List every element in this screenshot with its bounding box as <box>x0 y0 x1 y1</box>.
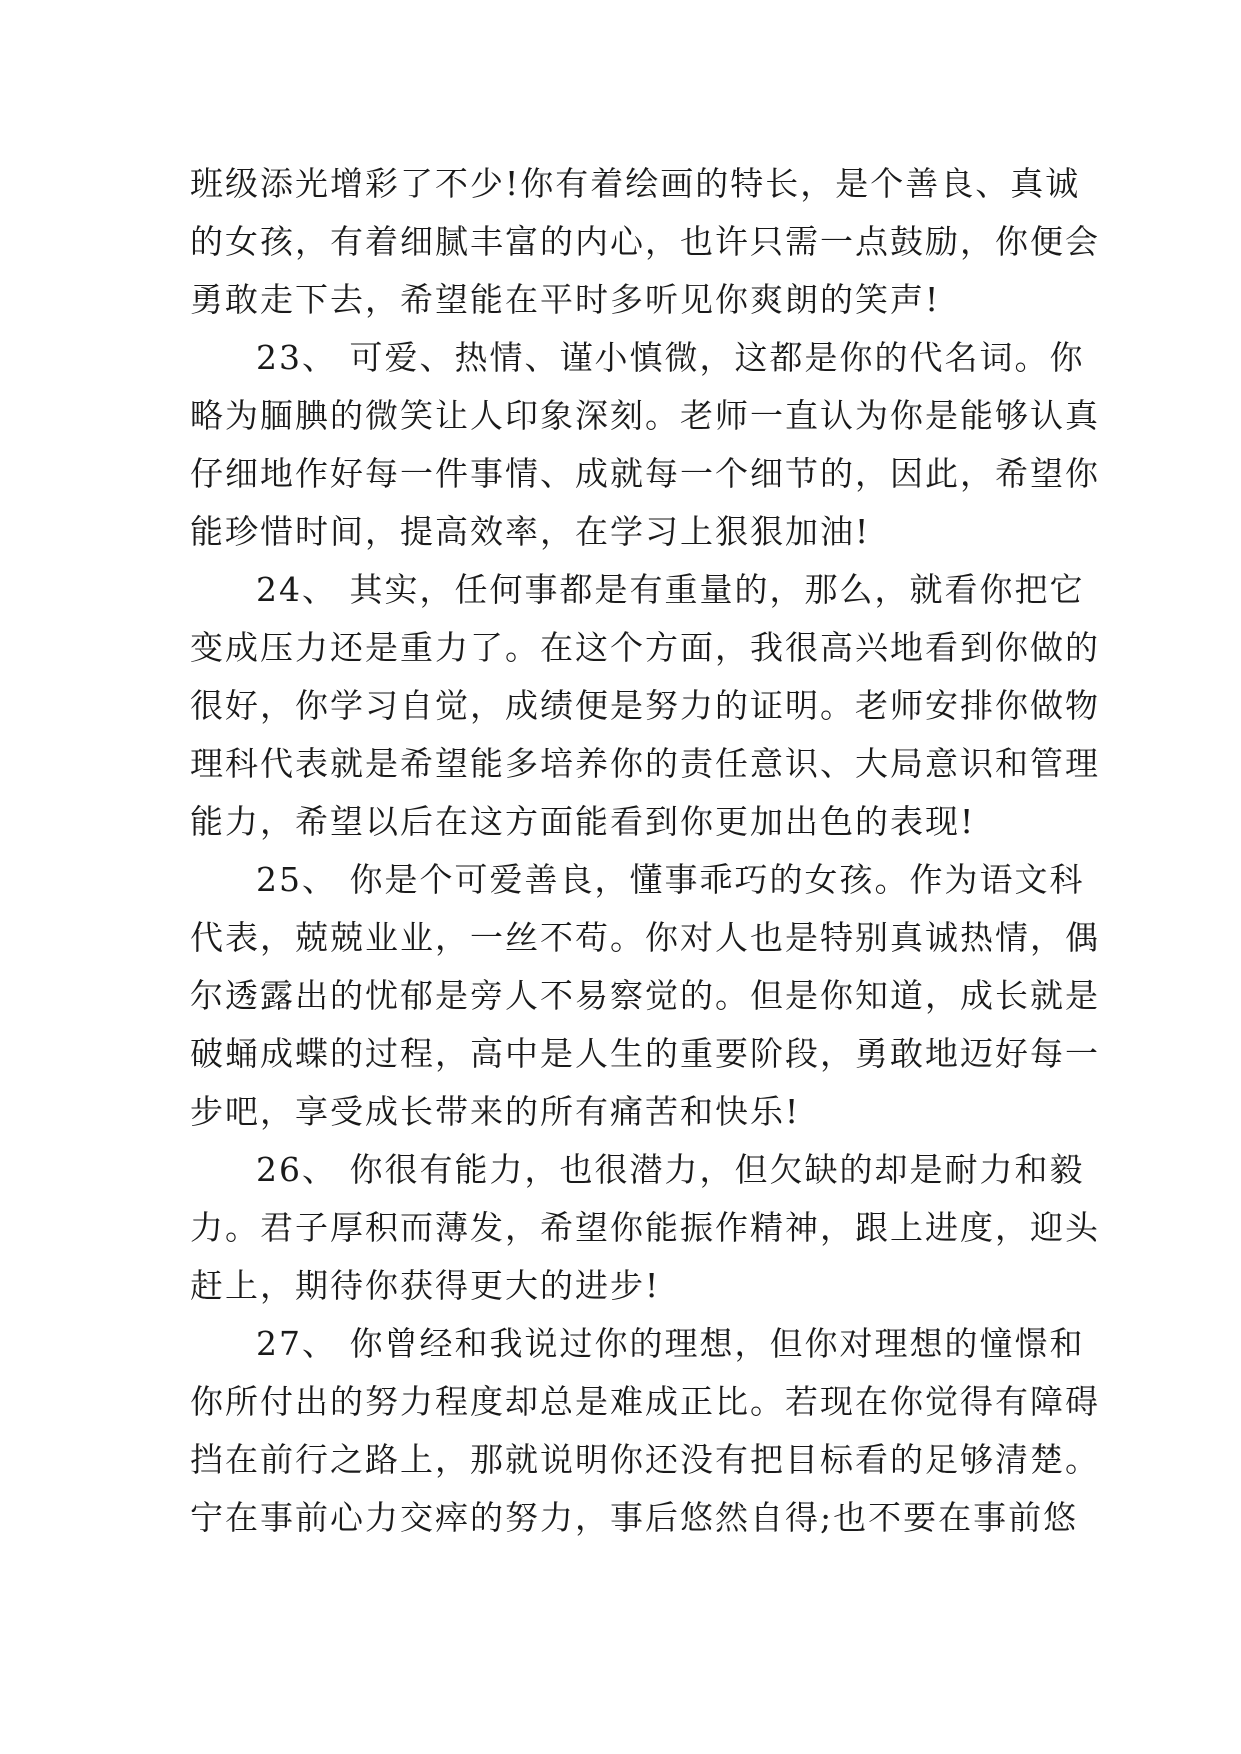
document-body <box>190 155 1100 1547</box>
text-line: 能珍惜时间，提高效率，在学习上狠狠加油! <box>190 512 871 551</box>
text-line: 步吧，享受成长带来的所有痛苦和快乐! <box>190 1092 801 1131</box>
text-line: 的女孩，有着细腻丰富的内心，也许只需一点鼓励，你便会 <box>190 222 1100 261</box>
text-line: 你所付出的努力程度却总是难成正比。若现在你觉得有障碍 <box>190 1382 1100 1421</box>
text-line: 班级添光增彩了不少!你有着绘画的特长，是个善良、真诚 <box>190 164 1081 203</box>
text-line: 27、 你曾经和我说过你的理想，但你对理想的憧憬和 <box>256 1324 1085 1363</box>
text-line: 理科代表就是希望能多培养你的责任意识、大局意识和管理 <box>190 744 1100 783</box>
text-line: 仔细地作好每一件事情、成就每一个细节的，因此，希望你 <box>190 454 1100 493</box>
text-line: 很好，你学习自觉，成绩便是努力的证明。老师安排你做物 <box>190 686 1100 725</box>
text-line: 代表，兢兢业业，一丝不苟。你对人也是特别真诚热情，偶 <box>190 918 1100 957</box>
text-line: 26、 你很有能力，也很潜力，但欠缺的却是耐力和毅 <box>256 1150 1085 1189</box>
text-line: 破蛹成蝶的过程，高中是人生的重要阶段，勇敢地迈好每一 <box>190 1034 1100 1073</box>
text-line: 挡在前行之路上，那就说明你还没有把目标看的足够清楚。 <box>190 1440 1100 1479</box>
paragraph-23 <box>190 329 1100 561</box>
paragraph-27 <box>190 1315 1100 1547</box>
text-line: 尔透露出的忧郁是旁人不易察觉的。但是你知道，成长就是 <box>190 976 1100 1015</box>
paragraph-continuation <box>190 155 1100 329</box>
text-line: 略为腼腆的微笑让人印象深刻。老师一直认为你是能够认真 <box>190 396 1100 435</box>
text-line: 勇敢走下去，希望能在平时多听见你爽朗的笑声! <box>190 280 941 319</box>
text-line: 力。君子厚积而薄发，希望你能振作精神，跟上进度，迎头 <box>190 1208 1100 1247</box>
paragraph-26 <box>190 1141 1100 1315</box>
text-line: 24、 其实，任何事都是有重量的，那么，就看你把它 <box>256 570 1085 609</box>
text-line: 23、 可爱、热情、谨小慎微，这都是你的代名词。你 <box>256 338 1085 377</box>
text-line: 能力，希望以后在这方面能看到你更加出色的表现! <box>190 802 976 841</box>
text-line: 宁在事前心力交瘁的努力，事后悠然自得;也不要在事前悠 <box>190 1498 1079 1537</box>
paragraph-25 <box>190 851 1100 1141</box>
text-line: 变成压力还是重力了。在这个方面，我很高兴地看到你做的 <box>190 628 1100 667</box>
text-line: 25、 你是个可爱善良，懂事乖巧的女孩。作为语文科 <box>256 860 1085 899</box>
text-line: 赶上，期待你获得更大的进步! <box>190 1266 661 1305</box>
paragraph-24 <box>190 561 1100 851</box>
